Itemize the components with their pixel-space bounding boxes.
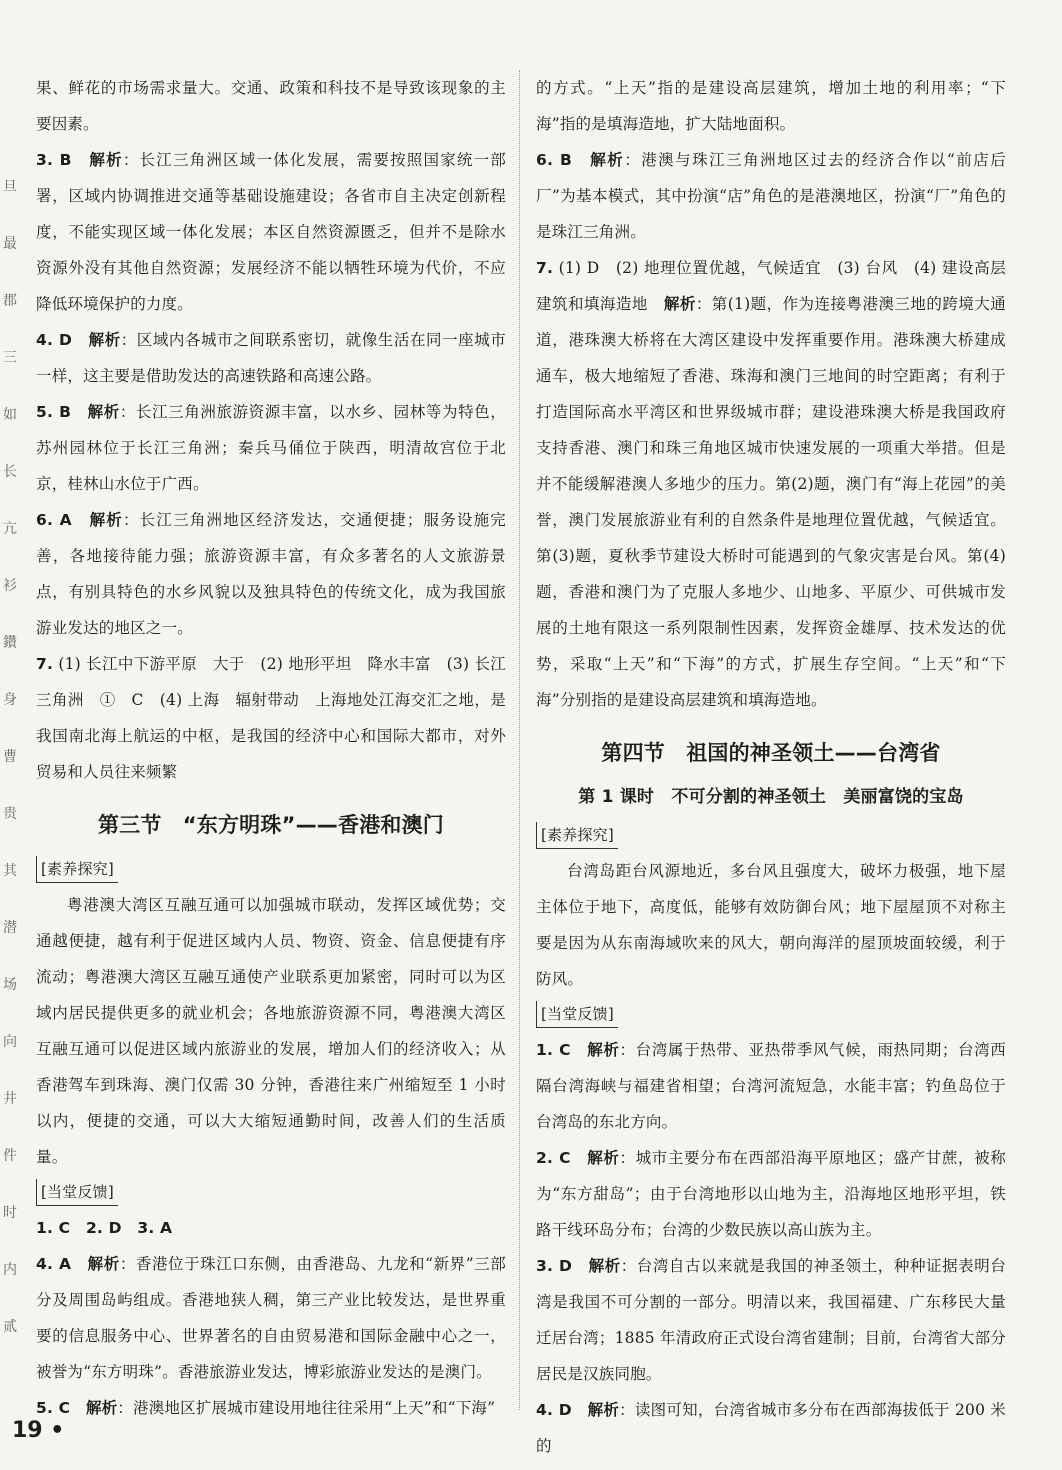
analysis-label: 解析: [587, 1401, 620, 1419]
binding-edge-strip: [0, 0, 18, 1470]
analysis-text: ：台湾属于热带、亚热带季风气候，雨热同期；台湾西隔台湾海峡与福建省相望；台湾河流短急，水能丰富；钓鱼岛位于台湾岛的东北方向。: [536, 1041, 1006, 1131]
analysis-text: ：读图可知，台湾省城市多分布在西部海拔低于 200 米的: [536, 1401, 1006, 1455]
answer-continuation: 的方式。“上天”指的是建设高层建筑，增加土地的利用率；“下海”指的是填海造地，扩大陆地面积。: [536, 79, 1006, 133]
answer-item: [36, 142, 506, 322]
analysis-label: 解析: [89, 151, 123, 169]
edge-char: 亢: [3, 521, 17, 537]
edge-char: 时: [3, 1205, 17, 1221]
edge-char: 身: [3, 692, 17, 708]
answer-number: 3. D: [536, 1257, 573, 1275]
edge-char: 贵: [3, 806, 17, 822]
analysis-text: ：长江三角洲区域一体化发展，需要按照国家统一部署，区域内协调推进交通等基础设施建设；各省市自主决定创新程度，不能实现区域一体化发展；本区自然资源匮乏，但并不是除水资源外没有其他自然资源；发展经济不能以牺牲环境为代价，不应降低环境保护的力度。: [36, 151, 507, 313]
explore-paragraph: 粤港澳大湾区互融互通可以加强城市联动，发挥区域优势；交通越便捷，越有利于促进区域内人员、物资、资金、信息便捷有序流动；粤港澳大湾区互融互通使产业联系更加紧密，同时可以为区域内居民提供更多的就业机会；各地旅游资源不同，粤港澳大湾区互融互通可以促进区域内旅游业的发展，增加人们的经济收入；从香港驾车到珠海、澳门仅需 30 分钟，香港往来广州缩短至 1 小时以内，便捷的交通，可以大大缩短通勤时间，改善人们的生活质量。: [36, 896, 506, 1166]
analysis-label: 解析: [89, 511, 123, 529]
analysis-text: ：区域内各城市之间联系密切，就像生活在同一座城市一样，这主要是借助发达的高速铁路和高速公路。: [36, 331, 506, 385]
section-title: 第四节 祖国的神圣领土——台湾省: [601, 741, 941, 765]
column-divider: [519, 70, 520, 1410]
answer-item: [36, 394, 506, 502]
analysis-text: ：台湾自古以来就是我国的神圣领土，种种证据表明台湾是我国不可分割的一部分。明清以来，我国福建、广东移民大量迁居台湾；1885 年清政府正式设台湾省建制；目前，台湾省大部分居民是汉族同胞。: [536, 1257, 1006, 1383]
section-tag: [当堂反馈]: [36, 1179, 118, 1206]
analysis-text: ：香港位于珠江口东侧，由香港岛、九龙和“新界”三部分及周围岛屿组成。香港地狭人稠，第三产业比较发达，是世界重要的信息服务中心、世界著名的自由贸易港和国际金融中心之一，被誉为“东方明珠”。香港旅游业发达，博彩旅游业发达的是澳门。: [36, 1255, 506, 1381]
edge-char: 三: [3, 350, 17, 366]
analysis-label: 解析: [87, 1255, 120, 1273]
right-column: [536, 70, 1006, 1464]
analysis-text: ：港澳与珠江三角洲地区过去的经济合作以“前店后厂”为基本模式，其中扮演“店”角色的是港澳地区，扮演“厂”角色的是珠江三角洲。: [536, 151, 1006, 241]
analysis-label: 解析: [590, 151, 625, 169]
section-title: 第三节 “东方明珠”——香港和澳门: [97, 813, 444, 837]
edge-char: 其: [3, 863, 17, 879]
edge-char: 潜: [3, 920, 17, 936]
analysis-text: ：长江三角洲地区经济发达，交通便捷；服务设施完善，各地接待能力强；旅游资源丰富，有众多著名的人文旅游景点，有别具特色的水乡风貌以及独具特色的传统文化，成为我国旅游业发达的地区之一。: [36, 511, 507, 637]
analysis-text: ：城市主要分布在西部沿海平原地区；盛产甘蔗，被称为“东方甜岛”；由于台湾地形以山地为主，沿海地区地形平坦，铁路干线环岛分布；台湾的少数民族以高山族为主。: [536, 1149, 1006, 1239]
edge-char: 旦: [3, 179, 17, 195]
answer-number: 4. A: [36, 1255, 72, 1273]
edge-char: 鑽: [3, 635, 17, 651]
edge-char: 长: [3, 464, 17, 480]
analysis-label: 解析: [87, 403, 120, 421]
edge-char: 衫: [3, 578, 17, 594]
answer-item: [536, 1248, 1006, 1392]
section-tag: [当堂反馈]: [536, 1001, 618, 1028]
edge-char: 内: [3, 1262, 17, 1278]
answer-list: 1. C 2. D 3. A: [36, 1219, 173, 1237]
answer-number: 4. D: [536, 1401, 572, 1419]
answer-number: 5. C: [36, 1399, 71, 1417]
left-column: [36, 70, 506, 1426]
answer-number: 3. B: [36, 151, 72, 169]
answer-number: 1. C: [536, 1041, 571, 1059]
edge-char: 井: [3, 1091, 17, 1107]
edge-char: 郡: [3, 293, 17, 309]
answer-text: (1) 长江中下游平原 大于 (2) 地形平坦 降水丰富 (3) 长江三角洲 ① C (4) 上海 辐射带动 上海地处江海交汇之地，是我国南北海上航运的中枢，是我国的经济中心和国际大都市，对外贸易和人员往来频繁: [36, 655, 506, 781]
answer-item: [536, 1392, 1006, 1464]
answer-number: 7.: [36, 655, 54, 673]
edge-char: 如: [3, 407, 17, 423]
edge-char: 向: [3, 1034, 17, 1050]
analysis-label: 解析: [88, 331, 121, 349]
answer-number: 6. A: [36, 511, 72, 529]
answer-number: 4. D: [36, 331, 73, 349]
answer-number: 5. B: [36, 403, 72, 421]
edge-char: 贰: [3, 1319, 17, 1335]
answer-item: [36, 1246, 506, 1390]
page-number: 19 •: [12, 1418, 65, 1443]
analysis-text: ：第(1)题，作为连接粤港澳三地的跨境大通道，港珠澳大桥将在大湾区建设中发挥重要作用。港珠澳大桥建成通车，极大地缩短了香港、珠海和澳门三地间的时空距离；有利于打造国际高水平湾区和世界级城市群；建设港珠澳大桥是我国政府支持香港、澳门和珠三角地区城市快速发展的一项重大举措。但是并不能缓解港澳人多地少的压力。第(2)题，澳门有“海上花园”的美誉，澳门发展旅游业有利的自然条件是地理位置优越，气候适宜。第(3)题，夏秋季节建设大桥时可能遇到的气象灾害是台风。第(4)题，香港和澳门为了克服人多地少、山地多、平原少、可供城市发展的土地有限这一系列限制性因素，发挥资金雄厚、技术发达的优势，采取“上天”和“下海”的方式，扩展生存空间。“上天”和“下海”分别指的是建设高层建筑和填海造地。: [536, 295, 1006, 709]
explore-paragraph: 台湾岛距台风源地近，多台风且强度大，破坏力极强，地下屋主体位于地下，高度低，能够有效防御台风；地下屋屋顶不对称主要是因为从东南海域吹来的风大，朝向海洋的屋顶坡面较缓，利于防风。: [536, 862, 1006, 988]
answer-number: 6. B: [536, 151, 572, 169]
answer-number: 2. C: [536, 1149, 571, 1167]
analysis-label: 解析: [85, 1399, 118, 1417]
answer-item: [36, 646, 506, 790]
answer-item: [36, 502, 506, 646]
answer-item: [536, 250, 1006, 718]
analysis-text: ：长江三角洲旅游资源丰富，以水乡、园林等为特色，苏州园林位于长江三角洲；秦兵马俑位于陕西，明清故宫位于北京，桂林山水位于广西。: [36, 403, 506, 493]
answer-item: [536, 1032, 1006, 1140]
answer-item: [536, 142, 1006, 250]
answer-continuation: 果、鲜花的市场需求量大。交通、政策和科技不是导致该现象的主要因素。: [36, 79, 506, 133]
edge-char: 件: [3, 1148, 17, 1164]
answer-number: 7.: [536, 259, 554, 277]
lesson-title: 第 1 课时 不可分割的神圣领土 美丽富饶的宝岛: [578, 787, 964, 807]
analysis-label: 解析: [587, 1041, 620, 1059]
section-tag: [素养探究]: [536, 822, 618, 849]
analysis-label: 解析: [587, 1149, 620, 1167]
analysis-text: ：港澳地区扩展城市建设用地往往采用“上天”和“下海”: [117, 1399, 496, 1417]
analysis-label: 解析: [588, 1257, 621, 1275]
answer-text: (1) D (2) 地理位置优越，气候适宜 (3) 台风 (4) 建设高层建筑和填海造地: [536, 259, 1006, 313]
analysis-label: 解析: [663, 295, 696, 313]
edge-char: 最: [3, 236, 17, 252]
answer-item: [36, 1390, 506, 1426]
edge-char: 曹: [3, 749, 17, 765]
answer-item: [536, 1140, 1006, 1248]
answer-item: [36, 322, 506, 394]
edge-char: 场: [3, 977, 17, 993]
section-tag: [素养探究]: [36, 856, 118, 883]
